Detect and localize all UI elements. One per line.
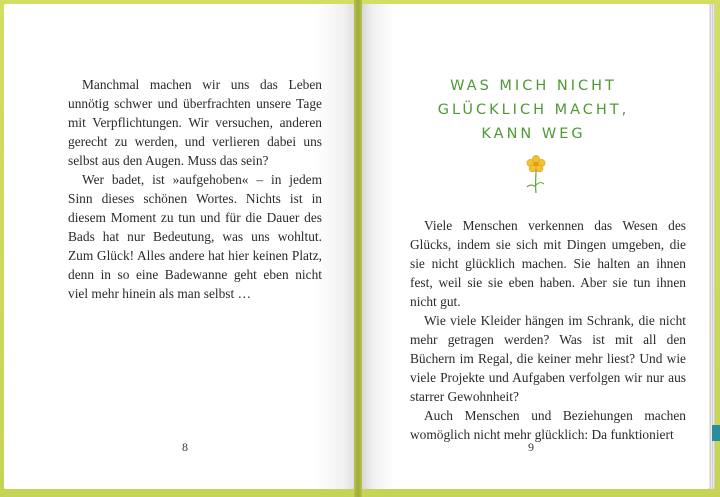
bookmark-ribbon [712, 425, 720, 441]
paragraph: Viele Menschen verkennen das Wesen des Glücks, indem sie sich mit Dingen umgeben, die sie nicht glücklich machen. Sie halten an ihnen fest, weil sie sie eben haben. Aber sie tun ihnen nicht gut. [410, 218, 686, 309]
paragraph: Manchmal machen wir uns das Leben unnötig schwer und überfrachten unsere Tage mit Verpflichtungen. Wir versuchen, anderen gerecht zu werden, und verlieren dabei uns selbst aus den Augen. Muss das sein? [68, 77, 322, 168]
flower-icon [524, 154, 548, 194]
right-page [358, 4, 709, 489]
right-page-text [410, 216, 686, 444]
left-page-text [68, 75, 322, 303]
heading-line: KANN WEG [481, 126, 586, 142]
left-page [4, 4, 358, 489]
paragraph: Wie viele Kleider hängen im Schrank, die nicht mehr getragen werden? Was ist mit all den Büchern im Regal, die keiner mehr liest? Und wie viele Projekte und Aufgaben verfolgen wir nur aus starrer Gewohnheit? [410, 313, 686, 404]
paragraph: Wer badet, ist »aufgehoben« – in jedem Sinn dieses schönen Wortes. Nichts ist in diesem Moment zu tun und für die Dauer des Bads hat nur Bedeutung, was uns wohltut. Zum Glück! Alles andere hat hier keinen Platz, denn in so eine Badewanne geht eben nicht viel mehr hinein als man selbst … [68, 172, 322, 301]
chapter-heading [358, 74, 709, 146]
paragraph: Auch Menschen und Beziehungen machen womöglich nicht mehr glücklich: Da funktioniert [410, 408, 686, 442]
heading-line: GLÜCKLICH MACHT, [437, 102, 630, 118]
page-edges [709, 4, 715, 489]
page-number-left: 8 [182, 440, 188, 454]
heading-line: WAS MICH NICHT [450, 78, 617, 94]
page-number-right: 9 [528, 440, 534, 454]
book-spine-gutter [354, 0, 362, 497]
